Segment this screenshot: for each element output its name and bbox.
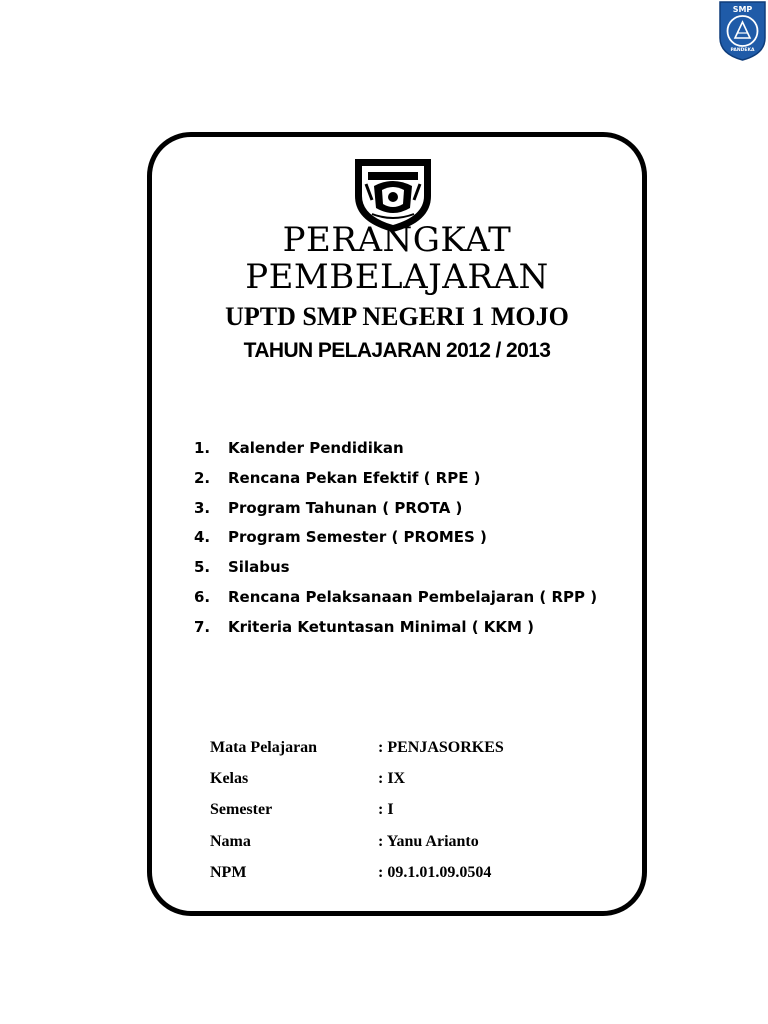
title-line-1: PERANGKAT [282, 220, 512, 260]
info-value: : 09.1.01.09.0504 [378, 863, 492, 881]
list-item [194, 464, 597, 494]
list-item [194, 553, 597, 583]
list-item-text: Program Tahunan ( PROTA ) [228, 498, 463, 517]
list-item-number: 2. [194, 468, 211, 487]
info-row-subject [210, 732, 504, 763]
info-value: : IX [378, 770, 406, 788]
info-row-npm [210, 857, 504, 888]
list-item [194, 494, 597, 524]
list-item-text: Program Semester ( PROMES ) [228, 528, 487, 547]
info-label: NPM [210, 863, 247, 881]
info-row-name [210, 826, 504, 857]
info-label: Semester [210, 801, 273, 819]
list-item [194, 523, 597, 553]
academic-year: TAHUN PELAJARAN 2012 / 2013 [243, 339, 551, 362]
list-item-number: 3. [194, 498, 211, 517]
list-item [194, 583, 597, 613]
info-row-semester [210, 794, 504, 825]
info-label: Nama [210, 832, 251, 850]
info-value: : I [378, 801, 394, 819]
list-item [194, 613, 597, 643]
list-item-number: 1. [194, 439, 211, 457]
list-item-number: 6. [194, 587, 211, 606]
list-item-text: Kriteria Ketuntasan Minimal ( KKM ) [228, 617, 535, 636]
info-value: : PENJASORKES [378, 739, 504, 756]
list-item-text: Rencana Pelaksanaan Pembelajaran ( RPP ) [228, 587, 598, 606]
info-row-class [210, 763, 504, 794]
info-block [210, 732, 504, 888]
info-label: Kelas [210, 770, 249, 788]
smp-logo-text-bottom: PANDEKA [730, 48, 755, 53]
school-name: UPTD SMP NEGERI 1 MOJO [225, 302, 569, 331]
list-item-text: Rencana Pekan Efektif ( RPE ) [228, 468, 481, 487]
list-item-text: Kalender Pendidikan [228, 439, 404, 457]
contents-list [194, 434, 597, 643]
title-line-2: PEMBELAJARAN [245, 257, 549, 297]
list-item [194, 434, 597, 464]
info-value: : Yanu Arianto [378, 832, 479, 850]
list-item-number: 5. [194, 558, 211, 577]
smp-logo-icon [717, 0, 768, 62]
smp-logo-text-top: SMP [732, 5, 753, 14]
list-item-number: 7. [194, 617, 211, 636]
list-item-number: 4. [194, 528, 211, 547]
list-item-text: Silabus [228, 558, 290, 577]
info-label: Mata Pelajaran [210, 739, 318, 756]
